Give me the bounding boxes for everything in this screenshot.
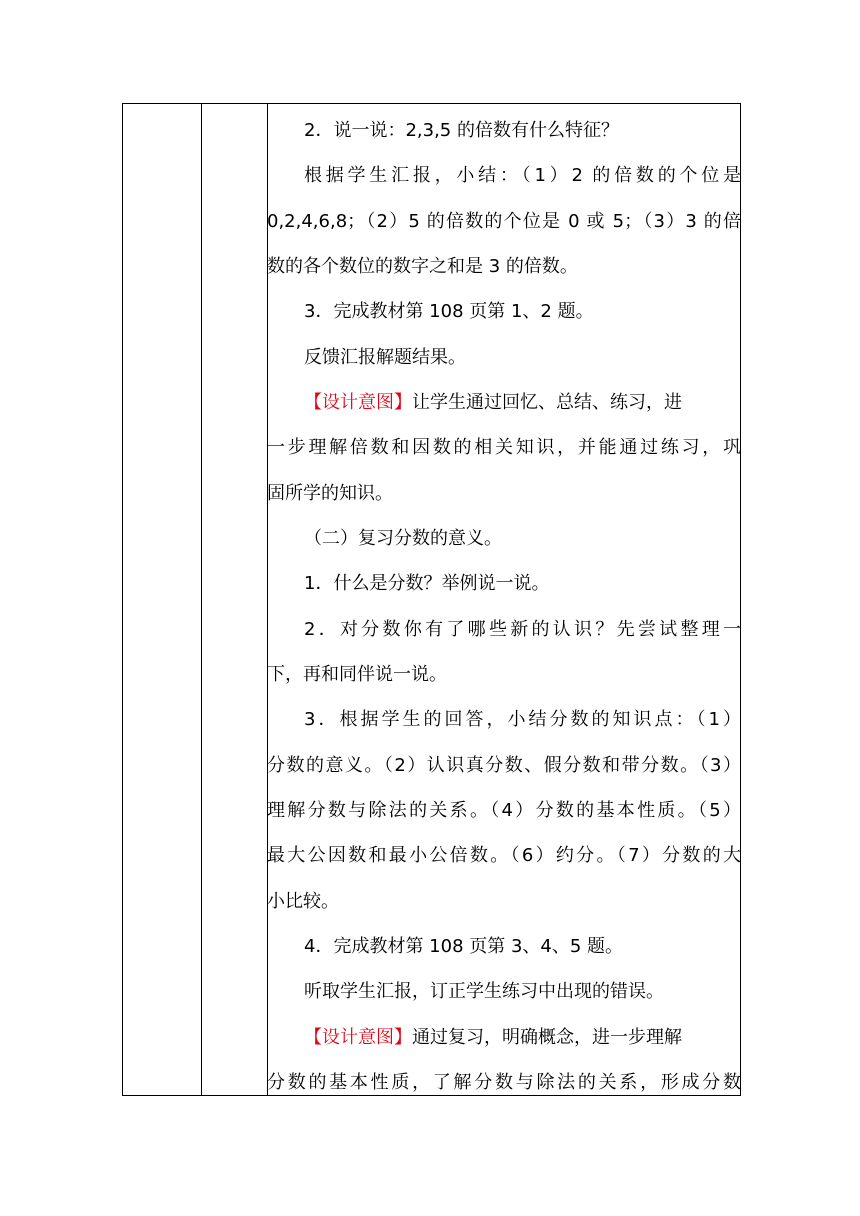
table-content-cell	[267, 104, 741, 1095]
text-line: 下，再和同伴说一说。	[267, 664, 447, 685]
table-column-1	[123, 104, 202, 1095]
text-line: 分数的意义。（2）认识真分数、假分数和带分数。（3）	[267, 755, 741, 776]
text-line: 分数的基本性质，了解分数与除法的关系，形成分数	[267, 1072, 741, 1093]
text-line: 2．说一说：2,3,5 的倍数有什么特征？	[304, 120, 619, 141]
text-line: 根据学生汇报，小结：（1）2 的倍数的个位是	[304, 165, 741, 186]
text-line: 0,2,4,6,8；（2）5 的倍数的个位是 0 或 5；（3）3 的倍	[267, 211, 741, 232]
text-line: 一步理解倍数和因数的相关知识，并能通过练习，巩	[267, 437, 741, 458]
text-line: 小比较。	[267, 891, 339, 912]
text-line: 数的各个数位的数字之和是 3 的倍数。	[267, 256, 578, 277]
text-line: 4．完成教材第 108 页第 3、4、5 题。	[304, 936, 624, 957]
design-intent-tag: 【设计意图】	[304, 392, 412, 413]
text-line: 1．什么是分数？举例说一说。	[304, 573, 550, 594]
text-line: 最大公因数和最小公倍数。（6）约分。（7）分数的大	[267, 845, 741, 866]
text-line: 固所学的知识。	[267, 483, 393, 504]
text-segment: 通过复习，明确概念，进一步理解	[412, 1027, 682, 1048]
text-line: 3．完成教材第 108 页第 1、2 题。	[304, 301, 594, 322]
text-line: 听取学生汇报，订正学生练习中出现的错误。	[304, 981, 664, 1002]
design-intent-line	[267, 1027, 741, 1049]
lesson-table	[122, 103, 741, 1096]
text-line: 理解分数与除法的关系。（4）分数的基本性质。（5）	[267, 800, 741, 821]
table-column-2	[201, 104, 268, 1095]
text-line: 2．对分数你有了哪些新的认识？先尝试整理一	[304, 619, 741, 640]
section-heading: （二）复习分数的意义。	[304, 528, 502, 549]
text-segment: 让学生通过回忆、总结、练习，进	[412, 392, 682, 413]
design-intent-line	[267, 392, 741, 414]
design-intent-tag: 【设计意图】	[304, 1027, 412, 1048]
text-line: 3．根据学生的回答，小结分数的知识点：（1）	[304, 709, 741, 730]
text-line: 反馈汇报解题结果。	[304, 347, 466, 368]
